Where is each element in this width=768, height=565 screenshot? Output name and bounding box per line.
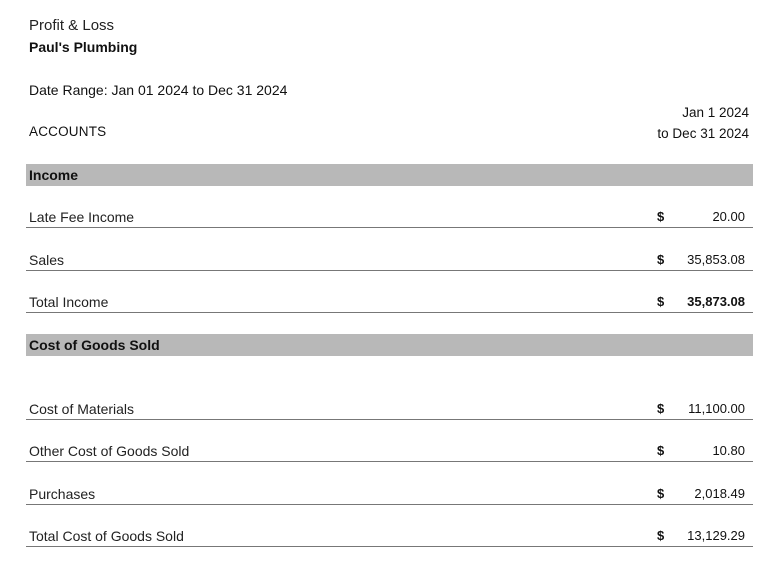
account-label: Other Cost of Goods Sold	[29, 443, 190, 459]
currency-symbol: $	[657, 209, 665, 224]
table-row	[26, 252, 753, 271]
company-name: Paul's Plumbing	[29, 39, 138, 55]
table-row	[26, 443, 753, 462]
total-label: Total Income	[29, 294, 109, 310]
account-amount: 10.80	[712, 443, 745, 458]
total-row-income	[26, 294, 753, 313]
currency-symbol: $	[657, 443, 665, 458]
period-column-header	[657, 102, 749, 144]
account-amount: 20.00	[712, 209, 745, 224]
account-amount: 2,018.49	[694, 486, 745, 501]
total-label: Total Cost of Goods Sold	[29, 528, 184, 544]
currency-symbol: $	[657, 486, 665, 501]
section-header-cogs: Cost of Goods Sold	[26, 334, 753, 356]
currency-symbol: $	[657, 528, 665, 543]
total-amount: 13,129.29	[687, 528, 745, 543]
currency-symbol: $	[657, 252, 665, 267]
table-row	[26, 401, 753, 420]
currency-symbol: $	[657, 401, 665, 416]
accounts-column-header: ACCOUNTS	[29, 124, 107, 139]
currency-symbol: $	[657, 294, 665, 309]
section-header-income: Income	[26, 164, 753, 186]
total-row-cogs	[26, 528, 753, 547]
account-amount: 11,100.00	[688, 401, 745, 416]
report-title: Profit & Loss	[29, 17, 115, 34]
account-label: Cost of Materials	[29, 401, 135, 417]
period-end: to Dec 31 2024	[657, 126, 749, 141]
total-amount: 35,873.08	[687, 294, 745, 309]
date-range: Date Range: Jan 01 2024 to Dec 31 2024	[29, 82, 288, 98]
table-row	[26, 209, 753, 228]
account-amount: 35,853.08	[687, 252, 745, 267]
account-label: Purchases	[29, 486, 96, 502]
period-start: Jan 1 2024	[682, 105, 749, 120]
account-label: Sales	[29, 252, 65, 268]
table-row	[26, 486, 753, 505]
account-label: Late Fee Income	[29, 209, 135, 225]
